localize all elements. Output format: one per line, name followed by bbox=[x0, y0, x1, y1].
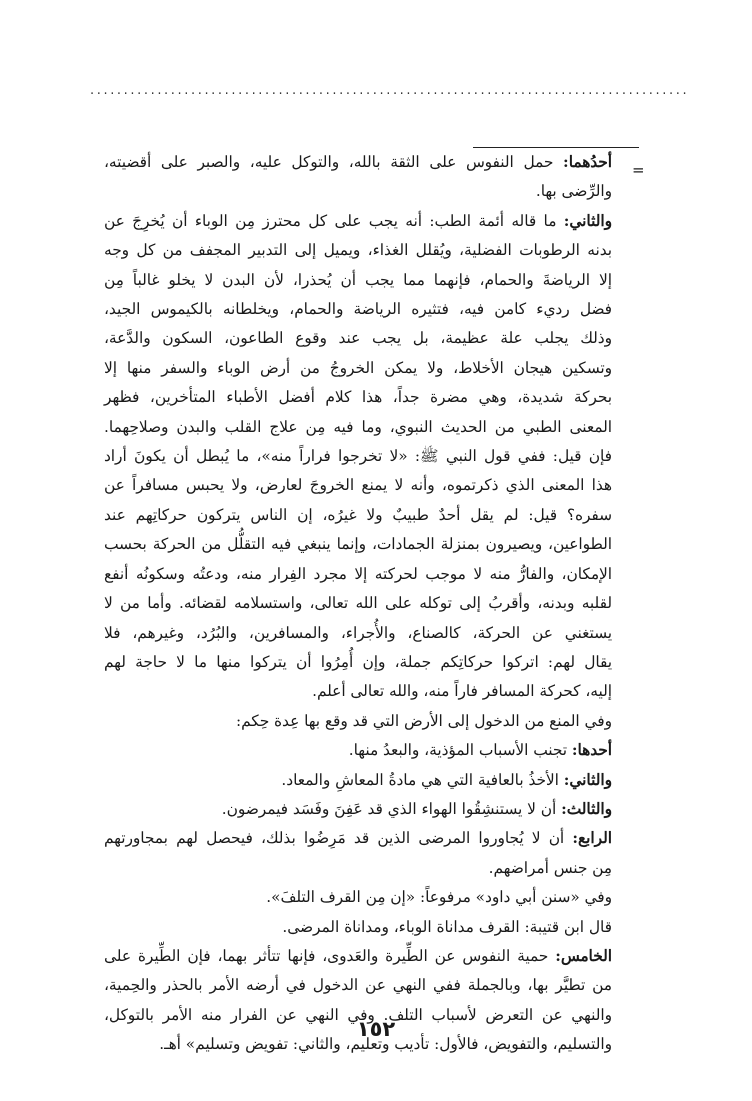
text-line: الخامس: حمية النفوس عن الطِّيرة والعَدوى، فإنها تتأثر بهما، فإن الطِّيرة على bbox=[104, 946, 612, 965]
section-lead: الرابع: bbox=[572, 829, 612, 848]
section-lead: والثالث: bbox=[561, 799, 612, 818]
text-line: وفي «سنن أبي داود» مرفوعاً: «إن مِن القرف التلفَ». bbox=[266, 888, 612, 907]
text-line: بحركة شديدة، وهي مضرة جداً، هذا كلام أفضل الأطباء المتأخرين، فظهر bbox=[104, 388, 612, 407]
text-line: والتسليم، والتفويض، فالأول: تأديب وتعليم، والثاني: تفويض وتسليم» أهـ. bbox=[159, 1035, 612, 1054]
text-line: الإمكان، والفارُّ منه لا موجب لحركته إلا مجرد الفِرار منه، ودعتُه وسكونُه أنفع bbox=[104, 564, 612, 583]
continuation-mark: = bbox=[632, 161, 645, 179]
text-line: إليه، كحركة المسافر فاراً منه، والله تعالى أعلم. bbox=[312, 682, 612, 701]
dotted-separator: ......................................................................................... bbox=[90, 83, 690, 98]
text-line: بدنه الرطوبات الفضلية، ويُقلل الغذاء، ويميل إلى التدبير المجفف من كل وجه bbox=[104, 241, 612, 260]
text-line: المعنى الطبي من الحديث النبوي، وما فيه مِن علاج القلب والبدن وصلاحِهما. bbox=[104, 417, 612, 436]
text-line: فإن قيل: ففي قول النبي ﷺ: «لا تخرجوا فراراً منه»، ما يُبطل أن يكونَ أراد bbox=[104, 447, 612, 466]
text-line: والنهي عن التعرض لأسباب التلف. وفي النهي عن الفرار منه الأمر بالتوكل، bbox=[104, 1005, 612, 1024]
section-lead: أحدُهما: bbox=[563, 153, 612, 171]
text-line: والثالث: أن لا يستنشِقُوا الهواء الذي قد عَفِنَ وفَسَد فيمرضون. bbox=[221, 799, 612, 818]
text-line: هذا المعنى الذي ذكرتموه، وأنه لا يمنع الخروجَ لعارض، ولا يحبس مسافراً عن bbox=[104, 476, 612, 495]
text-line: أحدُهما: حمل النفوس على الثقة بالله، والتوكل عليه، والصبر على أقضيته، bbox=[104, 153, 612, 171]
text-line: فضل رديء كامن فيه، فتثيره الرياضة والحمام، ويخلطانه بالكيموس الجيد، bbox=[104, 300, 612, 319]
text-line: يستغني عن الحركة، كالصناع، والأُجراء، والمسافرين، والبُرُد، وغيرهم، فلا bbox=[104, 623, 612, 642]
text-line: وفي المنع من الدخول إلى الأرض التي قد وقع بها عِدة حِكم: bbox=[235, 711, 612, 730]
text-line: مِن جنس أمراضهم. bbox=[488, 858, 612, 877]
text-line: الطواعين، ويصيرون بمنزلة الجمادات، وإنما ينبغي فيه التقلُّل من الحركة بحسب bbox=[104, 535, 612, 554]
text-line: وتسكين هيجان الأخلاط، ولا يمكن الخروجُ من أرض الوباء والسفر منها إلا bbox=[104, 358, 612, 377]
text-line: والرِّضى بها. bbox=[535, 182, 612, 201]
text-line: لقلبه وبدنه، وأقربُ إلى توكله على الله تعالى، واستسلامه لقضائه. وأما من لا bbox=[104, 594, 612, 613]
section-lead: والثاني: bbox=[563, 770, 612, 789]
text-line: إلا الرياضةَ والحمام، فإنهما مما يجب أن يُحذرا، لأن البدن لا يخلو غالباً مِن bbox=[104, 270, 612, 289]
section-lead: أحدها: bbox=[571, 741, 612, 760]
text-line: والثاني: الأخذُ بالعافية التي هي مادةُ المعاشِ والمعاد. bbox=[281, 770, 612, 789]
text-line: الرابع: أن لا يُجاوروا المرضى الذين قد مَرِضُوا بذلك، فيحصل لهم بمجاورتهم bbox=[104, 829, 612, 848]
text-line: أحدها: تجنب الأسباب المؤذية، والبعدُ منها. bbox=[348, 741, 612, 760]
section-lead: والثاني: bbox=[563, 211, 612, 230]
text-line: سفره؟ قيل: لم يقل أحدٌ طبيبٌ ولا غيرُه، إن الناس يتركون حركاتِهم عند bbox=[104, 505, 612, 524]
text-line: وذلك يجلب علة عظيمة، بل يجب عند وقوع الطاعون، السكون والدَّعة، bbox=[104, 329, 612, 348]
text-line: من تطيَّر بها، وبالجملة ففي النهي عن الدخول في أرضه الأمر بالحذر والحِمية، bbox=[104, 976, 612, 995]
text-line: قال ابن قتيبة: القرف مداناة الوباء، ومداناة المرضى. bbox=[282, 917, 612, 936]
footnote-text bbox=[104, 148, 612, 1060]
text-line: يقال لهم: اتركوا حركاتِكم جملة، وإن أُمِرُوا أن يتركوا منها ما لا حاجة لهم bbox=[104, 652, 612, 671]
page-number: ١٥٢ bbox=[356, 1017, 396, 1041]
section-lead: الخامس: bbox=[555, 946, 612, 965]
text-line: والثاني: ما قاله أئمة الطب: أنه يجب على كل محترز مِن الوباء أن يُخرِجَ عن bbox=[104, 211, 612, 230]
